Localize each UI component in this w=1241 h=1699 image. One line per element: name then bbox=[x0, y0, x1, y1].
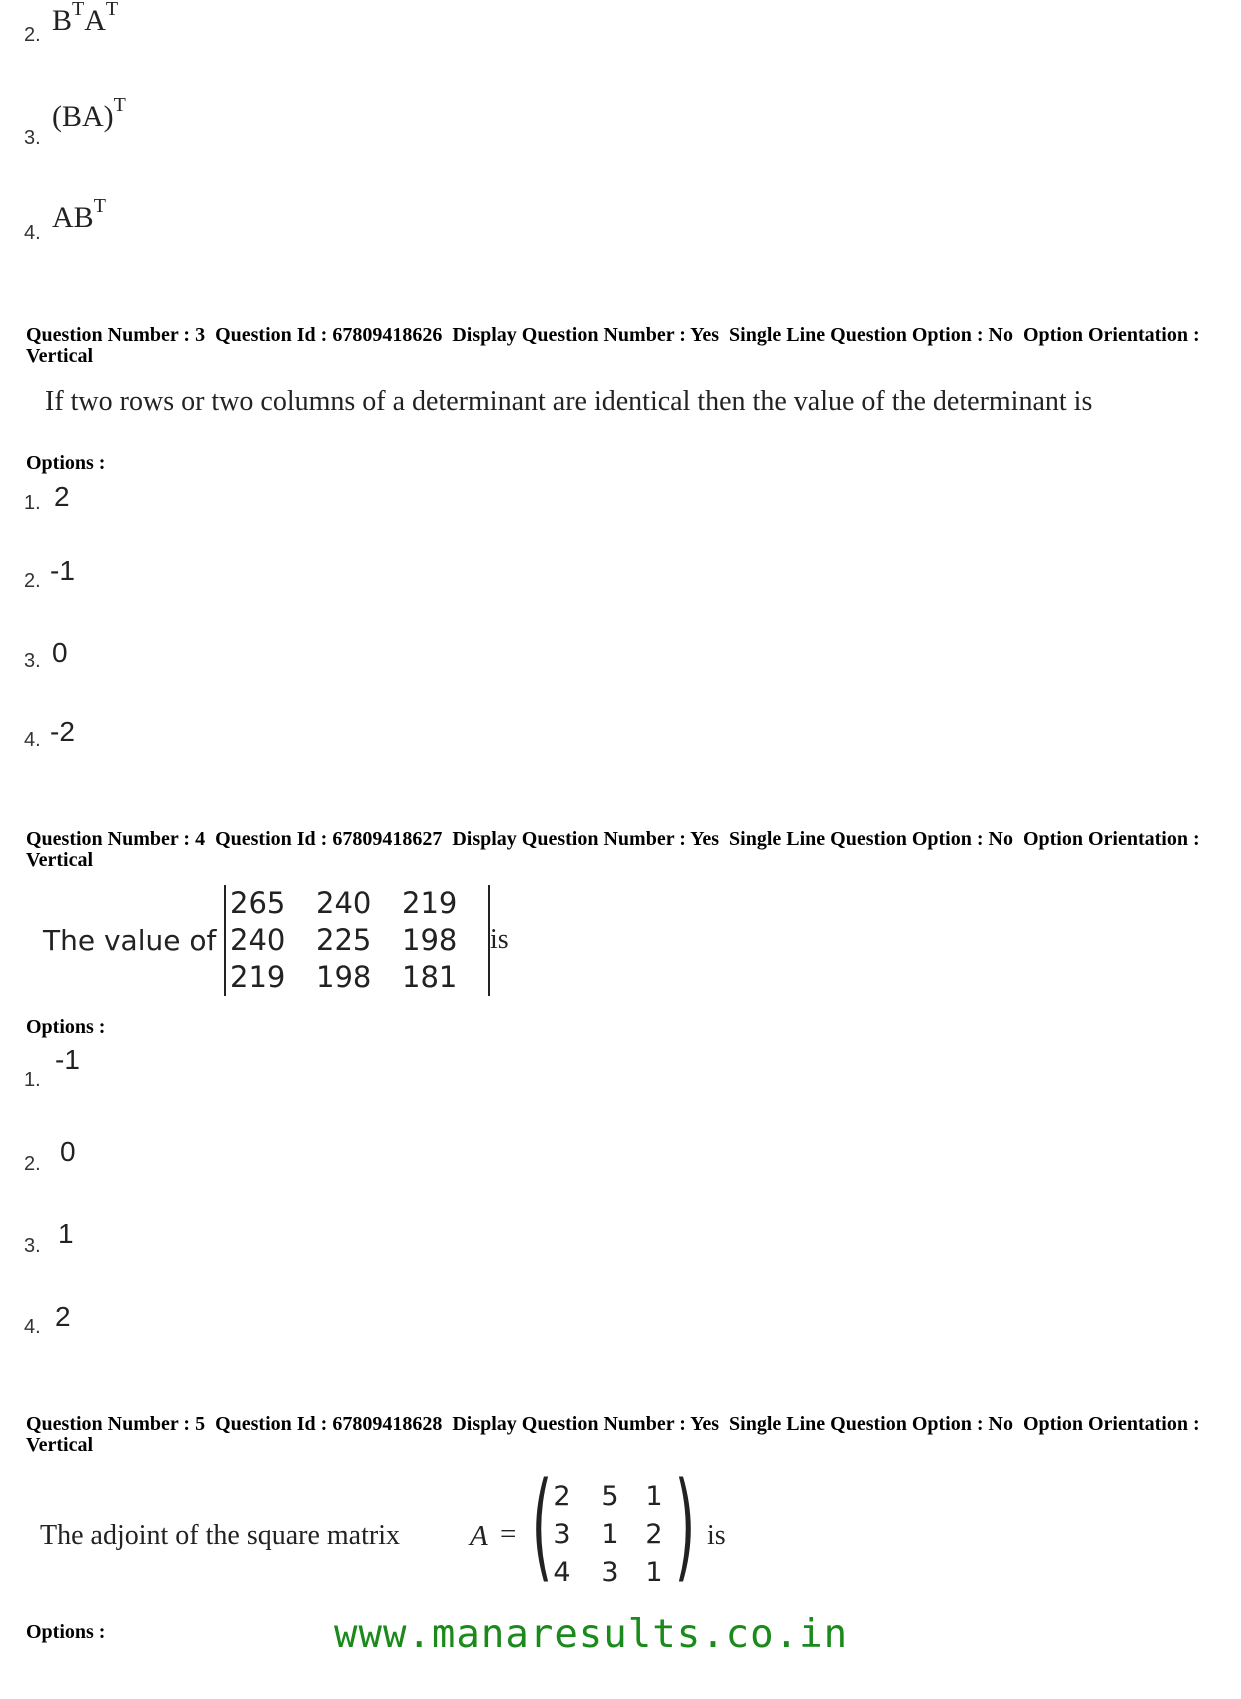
option-value bbox=[52, 94, 126, 134]
option-value: 2 bbox=[54, 481, 70, 512]
option-value: -1 bbox=[50, 555, 75, 586]
question-meta: Question Number : 3 Question Id : 67809418626 Display Question Number : Yes Single Line Question Option : No Option Orientation : Vertical bbox=[26, 324, 1205, 367]
matrix-cell: 198 bbox=[316, 960, 372, 994]
option-value: -2 bbox=[50, 716, 75, 747]
option-number: 3. bbox=[24, 127, 41, 149]
question-meta: Question Number : 5 Question Id : 67809418628 Display Question Number : Yes Single Line Question Option : No Option Orientation : Vertical bbox=[26, 1413, 1205, 1456]
question-text: The value of bbox=[43, 924, 217, 957]
matrix-cell: 265 bbox=[230, 886, 286, 920]
option-number: 3. bbox=[24, 1235, 41, 1257]
equals-sign: = bbox=[500, 1518, 517, 1550]
matrix-cell: 198 bbox=[402, 923, 458, 957]
option-text: A bbox=[84, 4, 106, 37]
option-value: 2 bbox=[55, 1301, 71, 1332]
matrix-cell: 5 bbox=[601, 1481, 619, 1512]
question-text-suffix: is bbox=[707, 1520, 726, 1551]
option-text: AB bbox=[52, 201, 94, 234]
option-value: 1 bbox=[58, 1218, 74, 1249]
matrix-cell: 240 bbox=[316, 886, 372, 920]
option-number: 4. bbox=[24, 222, 41, 244]
matrix-cell: 219 bbox=[402, 886, 458, 920]
options-label: Options : bbox=[26, 1016, 106, 1038]
matrix-cell: 2 bbox=[645, 1519, 663, 1550]
matrix-cell: 3 bbox=[553, 1519, 571, 1550]
option-text: (BA) bbox=[52, 100, 114, 133]
option-value bbox=[52, 2, 118, 38]
option-value: 0 bbox=[60, 1136, 76, 1167]
matrix-cell: 219 bbox=[230, 960, 286, 994]
option-number: 2. bbox=[24, 24, 41, 46]
matrix-cell: 181 bbox=[402, 960, 458, 994]
option-number: 4. bbox=[24, 1316, 41, 1338]
matrix-cell: 3 bbox=[601, 1557, 619, 1588]
matrix-cell: 4 bbox=[553, 1557, 571, 1588]
matrix-cell: 1 bbox=[645, 1481, 663, 1512]
question-meta: Question Number : 4 Question Id : 67809418627 Display Question Number : Yes Single Line Question Option : No Option Orientation : Vertical bbox=[26, 828, 1205, 871]
matrix-cell: 2 bbox=[553, 1481, 571, 1512]
matrix-variable: A bbox=[470, 1520, 488, 1552]
option-number: 2. bbox=[24, 1153, 41, 1175]
option-number: 4. bbox=[24, 729, 41, 751]
matrix-cell: 240 bbox=[230, 923, 286, 957]
question-text-suffix: is bbox=[490, 924, 509, 955]
option-superscript: T bbox=[105, 0, 119, 20]
option-value: 0 bbox=[52, 637, 68, 668]
matrix-cell: 1 bbox=[645, 1557, 663, 1588]
option-superscript: T bbox=[93, 195, 106, 217]
option-superscript: T bbox=[72, 0, 85, 20]
option-number: 1. bbox=[24, 492, 41, 514]
options-label: Options : bbox=[26, 1621, 106, 1643]
matrix-cell: 1 bbox=[601, 1519, 619, 1550]
option-number: 3. bbox=[24, 650, 41, 672]
question-text: The adjoint of the square matrix bbox=[40, 1520, 400, 1551]
question-text: If two rows or two columns of a determinant are identical then the value of the determinant is bbox=[45, 386, 1093, 417]
option-text: B bbox=[52, 4, 73, 37]
matrix bbox=[538, 1478, 674, 1592]
left-paren: ( bbox=[531, 1456, 553, 1594]
matrix-cell: 225 bbox=[316, 923, 372, 957]
determinant bbox=[224, 885, 490, 996]
options-label: Options : bbox=[26, 452, 106, 474]
option-number: 1. bbox=[24, 1069, 41, 1091]
option-value: -1 bbox=[55, 1044, 80, 1075]
option-number: 2. bbox=[24, 570, 41, 592]
option-value bbox=[52, 195, 106, 235]
watermark-url[interactable]: www.manaresults.co.in bbox=[334, 1612, 849, 1657]
option-superscript: T bbox=[113, 94, 126, 116]
right-paren: ) bbox=[674, 1456, 696, 1594]
